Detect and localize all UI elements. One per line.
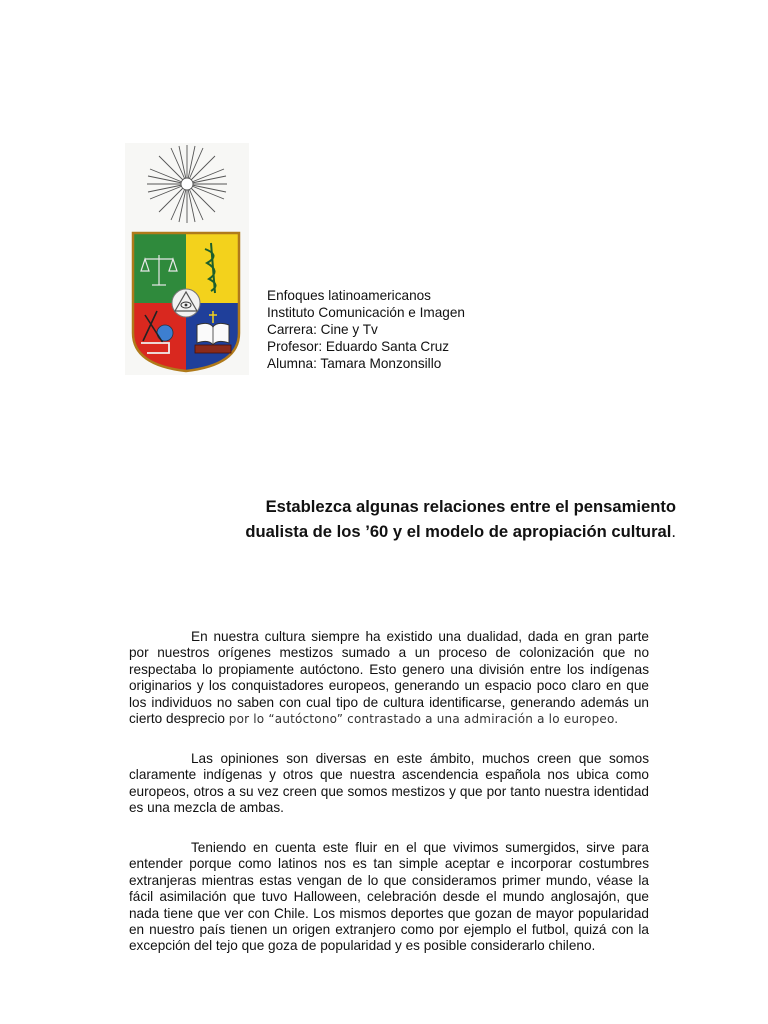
paragraph-2: Las opiniones son diversas en este ámbito, muchos creen que somos claramente indígenas y otros que nuestra ascendencia española nos ubica como europeos, otros a su vez creen que somos mestizos y que por tanto nuestra identidad es una mezcla de ambas. xyxy=(129,751,649,816)
institute-name: Instituto Comunicación e Imagen xyxy=(267,305,465,320)
title-line-2: dualista de los ’60 y el modelo de apropiación cultural. xyxy=(245,522,676,541)
paragraph-1-tail: por lo “autóctono” contrastado a una admiración a lo europeo. xyxy=(228,712,619,727)
paragraph-3: Teniendo en cuenta este fluir en el que vivimos sumergidos, sirve para entender porque como latinos nos es tan simple aceptar e incorporar costumbres extranjeras mientras estas vengan de lo que consideramos primer mundo, véase la fácil asimilación que tuvo Halloween, celebración desde el mundo anglosajón, que nada tiene que ver con Chile. Los mismos deportes que gozan de mayor popularidad en nuestro país tienen un origen extranjero como por ejemplo el futbol, quizá con la excepción del tejo que goza de popularidad y es posible considerarlo chileno. xyxy=(129,840,649,954)
university-crest xyxy=(125,143,249,375)
paragraph-1: En nuestra cultura siempre ha existido una dualidad, dada en gran parte por nuestros orígenes mestizos sumado a un proceso de colonización que no respectaba lo propiamente autóctono. Esto genero una división entre los indígenas originarios y los conquistadores europeos, generando un espacio poco claro en que los individuos no saben con cual tipo de cultura identificarse, generando además un cierto desprecio por lo “autóctono” contrastado a una admiración a lo europeo. xyxy=(129,629,649,727)
student-name: Alumna: Tamara Monzonsillo xyxy=(267,356,442,371)
course-name: Enfoques latinoamericanos xyxy=(267,288,431,303)
document-header xyxy=(267,287,465,372)
document-title xyxy=(150,494,676,544)
program-name: Carrera: Cine y Tv xyxy=(267,322,378,337)
eye-triangle-icon xyxy=(172,289,200,317)
title-line-1: Establezca algunas relaciones entre el pensamiento xyxy=(265,497,676,516)
professor-name: Profesor: Eduardo Santa Cruz xyxy=(267,339,450,354)
